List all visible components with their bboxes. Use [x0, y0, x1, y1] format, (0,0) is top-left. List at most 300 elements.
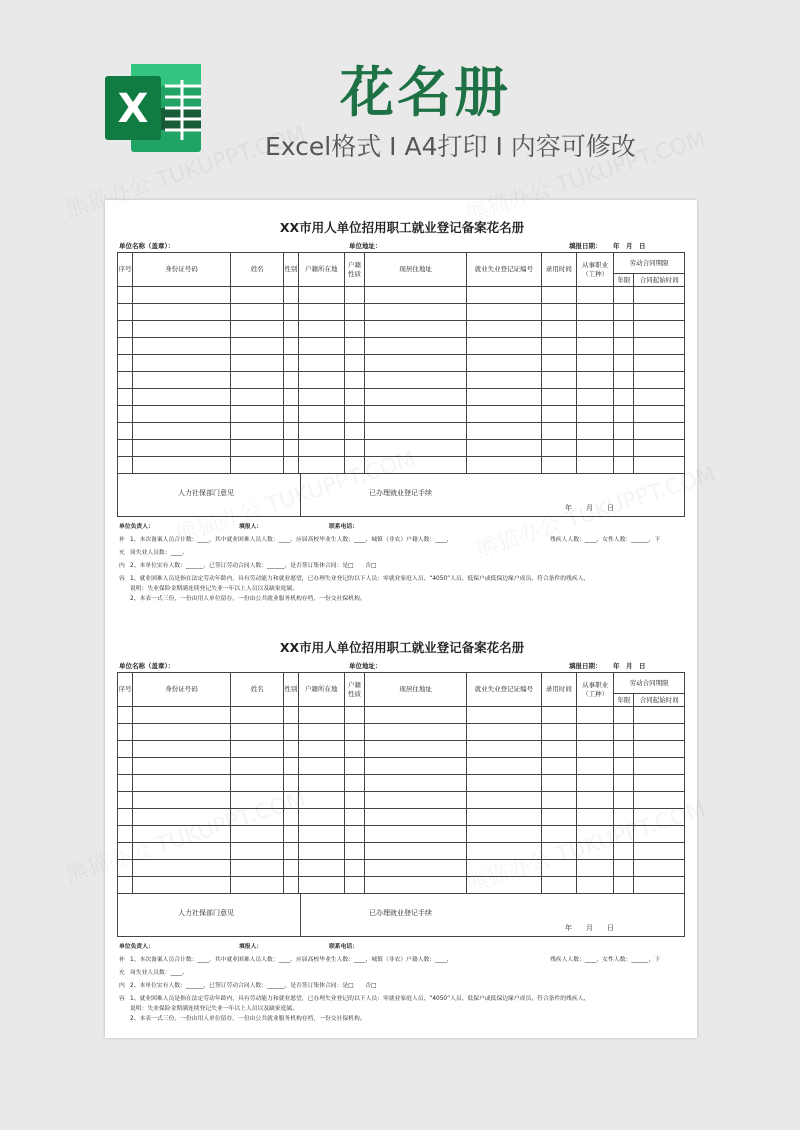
notes-section: [117, 517, 687, 607]
date-day: 日: [639, 662, 646, 670]
table-cell[interactable]: [467, 860, 542, 877]
table-cell[interactable]: [344, 826, 364, 843]
table-cell[interactable]: [133, 860, 231, 877]
table-cell[interactable]: [133, 338, 231, 355]
note-side-char: 内: [119, 983, 125, 989]
note-side-char: 补: [119, 537, 125, 543]
table-cell[interactable]: [634, 287, 685, 304]
table-cell[interactable]: [133, 707, 231, 724]
table-row: [118, 423, 685, 440]
table-cell[interactable]: [133, 304, 231, 321]
table-cell[interactable]: [576, 741, 613, 758]
table-cell[interactable]: [614, 304, 634, 321]
table-cell[interactable]: [541, 372, 576, 389]
table-cell[interactable]: [118, 775, 133, 792]
table-cell[interactable]: [230, 457, 283, 474]
table-cell[interactable]: [230, 741, 283, 758]
table-cell[interactable]: [634, 338, 685, 355]
table-cell[interactable]: [467, 724, 542, 741]
table-cell[interactable]: [614, 792, 634, 809]
table-cell[interactable]: [284, 809, 298, 826]
table-cell[interactable]: [541, 843, 576, 860]
table-cell[interactable]: [576, 389, 613, 406]
table-cell[interactable]: [118, 792, 133, 809]
table-cell[interactable]: [541, 792, 576, 809]
table-cell[interactable]: [133, 287, 231, 304]
table-cell[interactable]: [576, 809, 613, 826]
header-seq: 序号: [118, 673, 133, 707]
table-cell[interactable]: [118, 826, 133, 843]
table-cell[interactable]: [230, 724, 283, 741]
table-cell[interactable]: [298, 389, 344, 406]
table-cell[interactable]: [614, 423, 634, 440]
header-hire-time: 录用时间: [541, 253, 576, 287]
unit-name-label: 单位名称（盖章）：: [119, 662, 175, 670]
table-cell[interactable]: [284, 741, 298, 758]
table-cell[interactable]: [467, 355, 542, 372]
table-cell[interactable]: [576, 877, 613, 894]
table-cell[interactable]: [230, 287, 283, 304]
table-cell[interactable]: [298, 724, 344, 741]
table-row: [118, 877, 685, 894]
table-cell[interactable]: [541, 304, 576, 321]
table-cell[interactable]: [365, 287, 467, 304]
table-cell[interactable]: [284, 423, 298, 440]
table-cell[interactable]: [365, 304, 467, 321]
table-cell[interactable]: [284, 355, 298, 372]
table-cell[interactable]: [230, 843, 283, 860]
table-cell[interactable]: [614, 741, 634, 758]
table-cell[interactable]: [230, 792, 283, 809]
table-cell[interactable]: [298, 707, 344, 724]
table-cell[interactable]: [230, 877, 283, 894]
table-cell[interactable]: [365, 372, 467, 389]
table-cell[interactable]: [344, 877, 364, 894]
table-cell[interactable]: [344, 389, 364, 406]
table-cell[interactable]: [298, 355, 344, 372]
table-cell[interactable]: [133, 809, 231, 826]
table-cell[interactable]: [576, 423, 613, 440]
table-cell[interactable]: [634, 423, 685, 440]
table-cell[interactable]: [467, 741, 542, 758]
table-cell[interactable]: [344, 287, 364, 304]
table-cell[interactable]: [298, 877, 344, 894]
table-cell[interactable]: [614, 321, 634, 338]
table-cell[interactable]: [133, 775, 231, 792]
table-cell[interactable]: [284, 321, 298, 338]
approval-divider: [300, 474, 301, 516]
table-cell[interactable]: [614, 355, 634, 372]
table-cell[interactable]: [230, 406, 283, 423]
date-year: 年: [613, 662, 620, 670]
table-cell[interactable]: [230, 809, 283, 826]
table-cell[interactable]: [541, 877, 576, 894]
table-cell[interactable]: [541, 809, 576, 826]
table-cell[interactable]: [118, 741, 133, 758]
table-cell[interactable]: [576, 457, 613, 474]
table-cell[interactable]: [298, 826, 344, 843]
table-cell[interactable]: [541, 406, 576, 423]
table-cell[interactable]: [467, 287, 542, 304]
table-cell[interactable]: [344, 724, 364, 741]
table-cell[interactable]: [298, 287, 344, 304]
table-cell[interactable]: [133, 355, 231, 372]
table-cell[interactable]: [467, 707, 542, 724]
table-cell[interactable]: [467, 758, 542, 775]
table-cell[interactable]: [614, 860, 634, 877]
table-cell[interactable]: [230, 707, 283, 724]
table-cell[interactable]: [118, 287, 133, 304]
table-cell[interactable]: [118, 457, 133, 474]
table-cell[interactable]: [344, 707, 364, 724]
table-cell[interactable]: [284, 406, 298, 423]
table-cell[interactable]: [284, 440, 298, 457]
banner: [0, 0, 800, 190]
table-cell[interactable]: [284, 338, 298, 355]
table-cell[interactable]: [230, 775, 283, 792]
table-cell[interactable]: [634, 758, 685, 775]
table-cell[interactable]: [344, 809, 364, 826]
table-cell[interactable]: [298, 406, 344, 423]
table-cell[interactable]: [576, 440, 613, 457]
table-cell[interactable]: [284, 457, 298, 474]
table-cell[interactable]: [230, 304, 283, 321]
table-cell[interactable]: [541, 321, 576, 338]
table-cell[interactable]: [298, 338, 344, 355]
table-cell[interactable]: [541, 860, 576, 877]
table-cell[interactable]: [634, 843, 685, 860]
table-cell[interactable]: [365, 440, 467, 457]
table-cell[interactable]: [541, 741, 576, 758]
table-cell[interactable]: [344, 843, 364, 860]
table-cell[interactable]: [541, 389, 576, 406]
table-cell[interactable]: [634, 775, 685, 792]
table-cell[interactable]: [614, 775, 634, 792]
table-row: [118, 792, 685, 809]
table-cell[interactable]: [133, 321, 231, 338]
table-cell[interactable]: [634, 877, 685, 894]
table-cell[interactable]: [365, 338, 467, 355]
table-cell[interactable]: [118, 389, 133, 406]
table-cell[interactable]: [467, 389, 542, 406]
table-cell[interactable]: [365, 792, 467, 809]
table-cell[interactable]: [576, 406, 613, 423]
table-cell[interactable]: [467, 406, 542, 423]
table-cell[interactable]: [467, 843, 542, 860]
table-cell[interactable]: [541, 457, 576, 474]
table-cell[interactable]: [118, 440, 133, 457]
table-cell[interactable]: [344, 758, 364, 775]
table-cell[interactable]: [576, 826, 613, 843]
table-cell[interactable]: [344, 355, 364, 372]
table-cell[interactable]: [230, 860, 283, 877]
table-cell[interactable]: [634, 457, 685, 474]
table-cell[interactable]: [365, 355, 467, 372]
table-cell[interactable]: [467, 457, 542, 474]
table-cell[interactable]: [541, 355, 576, 372]
table-cell[interactable]: [133, 792, 231, 809]
table-cell[interactable]: [284, 287, 298, 304]
table-cell[interactable]: [614, 724, 634, 741]
table-cell[interactable]: [541, 724, 576, 741]
table-cell[interactable]: [344, 338, 364, 355]
table-cell[interactable]: [576, 843, 613, 860]
table-cell[interactable]: [541, 440, 576, 457]
table-cell[interactable]: [344, 372, 364, 389]
table-cell[interactable]: [133, 372, 231, 389]
table-cell[interactable]: [634, 741, 685, 758]
table-cell[interactable]: [118, 877, 133, 894]
table-cell[interactable]: [230, 321, 283, 338]
table-cell[interactable]: [365, 758, 467, 775]
table-cell[interactable]: [576, 355, 613, 372]
table-cell[interactable]: [634, 304, 685, 321]
table-cell[interactable]: [576, 758, 613, 775]
table-cell[interactable]: [576, 724, 613, 741]
table-cell[interactable]: [344, 406, 364, 423]
remark-line: 说明：失业保险金期满连续登记失业一年以上人员以及缺家庭属。: [130, 586, 299, 592]
table-cell[interactable]: [284, 304, 298, 321]
table-cell[interactable]: [467, 809, 542, 826]
table-cell[interactable]: [541, 338, 576, 355]
table-cell[interactable]: [576, 372, 613, 389]
table-cell[interactable]: [344, 440, 364, 457]
header-name: 姓名: [230, 253, 283, 287]
header-id-number: 身份证号码: [133, 253, 231, 287]
table-cell[interactable]: [284, 792, 298, 809]
table-cell[interactable]: [541, 423, 576, 440]
table-cell[interactable]: [284, 843, 298, 860]
table-cell[interactable]: [634, 406, 685, 423]
table-cell[interactable]: [614, 406, 634, 423]
note-side-char: 充: [119, 970, 125, 976]
table-cell[interactable]: [576, 287, 613, 304]
table-cell[interactable]: [298, 440, 344, 457]
table-cell[interactable]: [118, 758, 133, 775]
table-cell[interactable]: [614, 707, 634, 724]
table-cell[interactable]: [344, 775, 364, 792]
table-cell[interactable]: [634, 724, 685, 741]
table-cell[interactable]: [614, 287, 634, 304]
fill-date-label: 填报日期：: [569, 662, 602, 670]
table-cell[interactable]: [133, 423, 231, 440]
approval-box: [117, 894, 685, 937]
table-cell[interactable]: [344, 860, 364, 877]
remark-line: 1、就业困难人员是指在法定劳动年龄内，具有劳动能力和就业愿望，已办理失业登记的以下人员：零就业家庭人员、“4050”人员、低保户或低保边缘户成员、符合条件的残疾人、: [130, 996, 590, 1002]
table-cell[interactable]: [576, 707, 613, 724]
table-cell[interactable]: [118, 707, 133, 724]
table-cell[interactable]: [298, 792, 344, 809]
header-id-number: 身份证号码: [133, 673, 231, 707]
table-cell[interactable]: [284, 826, 298, 843]
table-cell[interactable]: [634, 372, 685, 389]
table-cell[interactable]: [133, 741, 231, 758]
table-cell[interactable]: [576, 860, 613, 877]
table-cell[interactable]: [634, 860, 685, 877]
table-row: [118, 775, 685, 792]
table-cell[interactable]: [365, 707, 467, 724]
table-cell[interactable]: [467, 826, 542, 843]
table-cell[interactable]: [118, 423, 133, 440]
table-cell[interactable]: [133, 389, 231, 406]
table-cell[interactable]: [467, 423, 542, 440]
table-cell[interactable]: [230, 423, 283, 440]
table-cell[interactable]: [284, 775, 298, 792]
table-cell[interactable]: [634, 389, 685, 406]
table-cell[interactable]: [133, 724, 231, 741]
table-cell[interactable]: [365, 843, 467, 860]
table-cell[interactable]: [133, 440, 231, 457]
table-cell[interactable]: [298, 304, 344, 321]
header-name: 姓名: [230, 673, 283, 707]
table-cell[interactable]: [365, 877, 467, 894]
table-cell[interactable]: [614, 372, 634, 389]
table-cell[interactable]: [118, 843, 133, 860]
table-cell[interactable]: [344, 423, 364, 440]
table-cell[interactable]: [344, 741, 364, 758]
table-row: [118, 406, 685, 423]
table-cell[interactable]: [230, 826, 283, 843]
table-cell[interactable]: [284, 372, 298, 389]
table-cell[interactable]: [365, 809, 467, 826]
table-cell[interactable]: [634, 707, 685, 724]
table-cell[interactable]: [467, 792, 542, 809]
table-cell[interactable]: [634, 321, 685, 338]
table-cell[interactable]: [298, 423, 344, 440]
table-cell[interactable]: [614, 758, 634, 775]
table-cell[interactable]: [634, 809, 685, 826]
table-cell[interactable]: [118, 304, 133, 321]
note-line: 残疾人人数：____，女性人数：______，下: [550, 537, 661, 543]
table-cell[interactable]: [576, 792, 613, 809]
table-cell[interactable]: [118, 406, 133, 423]
table-cell[interactable]: [467, 338, 542, 355]
table-cell[interactable]: [467, 372, 542, 389]
table-cell[interactable]: [133, 826, 231, 843]
table-cell[interactable]: [614, 440, 634, 457]
table-row: [118, 758, 685, 775]
table-cell[interactable]: [365, 321, 467, 338]
table-cell[interactable]: [133, 877, 231, 894]
table-cell[interactable]: [118, 321, 133, 338]
table-cell[interactable]: [365, 860, 467, 877]
table-cell[interactable]: [298, 860, 344, 877]
table-cell[interactable]: [467, 304, 542, 321]
table-cell[interactable]: [284, 860, 298, 877]
sign-date: 年 月 日: [565, 504, 614, 512]
table-cell[interactable]: [298, 372, 344, 389]
table-cell[interactable]: [298, 758, 344, 775]
table-cell[interactable]: [614, 826, 634, 843]
table-cell[interactable]: [118, 338, 133, 355]
table-cell[interactable]: [614, 389, 634, 406]
table-cell[interactable]: [365, 423, 467, 440]
table-cell[interactable]: [298, 809, 344, 826]
table-cell[interactable]: [365, 389, 467, 406]
table-cell[interactable]: [365, 741, 467, 758]
table-cell[interactable]: [365, 775, 467, 792]
table-cell[interactable]: [576, 338, 613, 355]
table-cell[interactable]: [541, 758, 576, 775]
table-cell[interactable]: [467, 877, 542, 894]
filler-label: 填报人：: [239, 944, 263, 950]
table-cell[interactable]: [614, 843, 634, 860]
table-cell[interactable]: [230, 758, 283, 775]
table-cell[interactable]: [230, 389, 283, 406]
table-cell[interactable]: [467, 440, 542, 457]
table-cell[interactable]: [614, 338, 634, 355]
table-cell[interactable]: [576, 304, 613, 321]
header-gender: 性别: [284, 673, 298, 707]
table-cell[interactable]: [118, 860, 133, 877]
table-row: [118, 389, 685, 406]
table-cell[interactable]: [298, 775, 344, 792]
table-cell[interactable]: [284, 389, 298, 406]
table-cell[interactable]: [133, 406, 231, 423]
fill-date-label: 填报日期：: [569, 242, 602, 250]
table-row: [118, 724, 685, 741]
table-cell[interactable]: [284, 877, 298, 894]
table-cell[interactable]: [365, 406, 467, 423]
table-cell[interactable]: [118, 355, 133, 372]
table-cell[interactable]: [133, 457, 231, 474]
remark-line: 2、本表一式三份，一份由用人单位留存，一份由公共就业服务机构存档，一份交社保机构。: [130, 1016, 366, 1022]
table-cell[interactable]: [284, 724, 298, 741]
table-cell[interactable]: [576, 775, 613, 792]
table-cell[interactable]: [344, 304, 364, 321]
table-cell[interactable]: [284, 758, 298, 775]
table-cell[interactable]: [298, 843, 344, 860]
table-cell[interactable]: [467, 775, 542, 792]
table-cell[interactable]: [541, 826, 576, 843]
table-cell[interactable]: [541, 775, 576, 792]
table-cell[interactable]: [298, 457, 344, 474]
table-cell[interactable]: [634, 355, 685, 372]
table-cell[interactable]: [467, 321, 542, 338]
table-cell[interactable]: [118, 724, 133, 741]
table-cell[interactable]: [365, 826, 467, 843]
table-cell[interactable]: [614, 457, 634, 474]
table-cell[interactable]: [365, 457, 467, 474]
table-cell[interactable]: [284, 707, 298, 724]
phone-label: 联系电话：: [329, 524, 358, 530]
table-cell[interactable]: [344, 457, 364, 474]
table-cell[interactable]: [133, 758, 231, 775]
table-cell[interactable]: [298, 321, 344, 338]
table-cell[interactable]: [576, 321, 613, 338]
table-cell[interactable]: [230, 355, 283, 372]
table-cell[interactable]: [541, 707, 576, 724]
table-cell[interactable]: [230, 440, 283, 457]
table-cell[interactable]: [634, 792, 685, 809]
table-row: [118, 809, 685, 826]
table-cell[interactable]: [230, 338, 283, 355]
table-cell[interactable]: [541, 287, 576, 304]
table-cell[interactable]: [634, 826, 685, 843]
table-cell[interactable]: [634, 440, 685, 457]
table-cell[interactable]: [230, 372, 283, 389]
table-cell[interactable]: [344, 792, 364, 809]
table-cell[interactable]: [344, 321, 364, 338]
table-cell[interactable]: [298, 741, 344, 758]
table-cell[interactable]: [614, 809, 634, 826]
table-cell[interactable]: [614, 877, 634, 894]
table-cell[interactable]: [118, 809, 133, 826]
note-line: 2、本单位实有人数：______，已签订劳动合同人数：______，是否签订集体合同：是□ 否□: [130, 563, 377, 569]
table-cell[interactable]: [118, 372, 133, 389]
table-cell[interactable]: [133, 843, 231, 860]
table-cell[interactable]: [365, 724, 467, 741]
